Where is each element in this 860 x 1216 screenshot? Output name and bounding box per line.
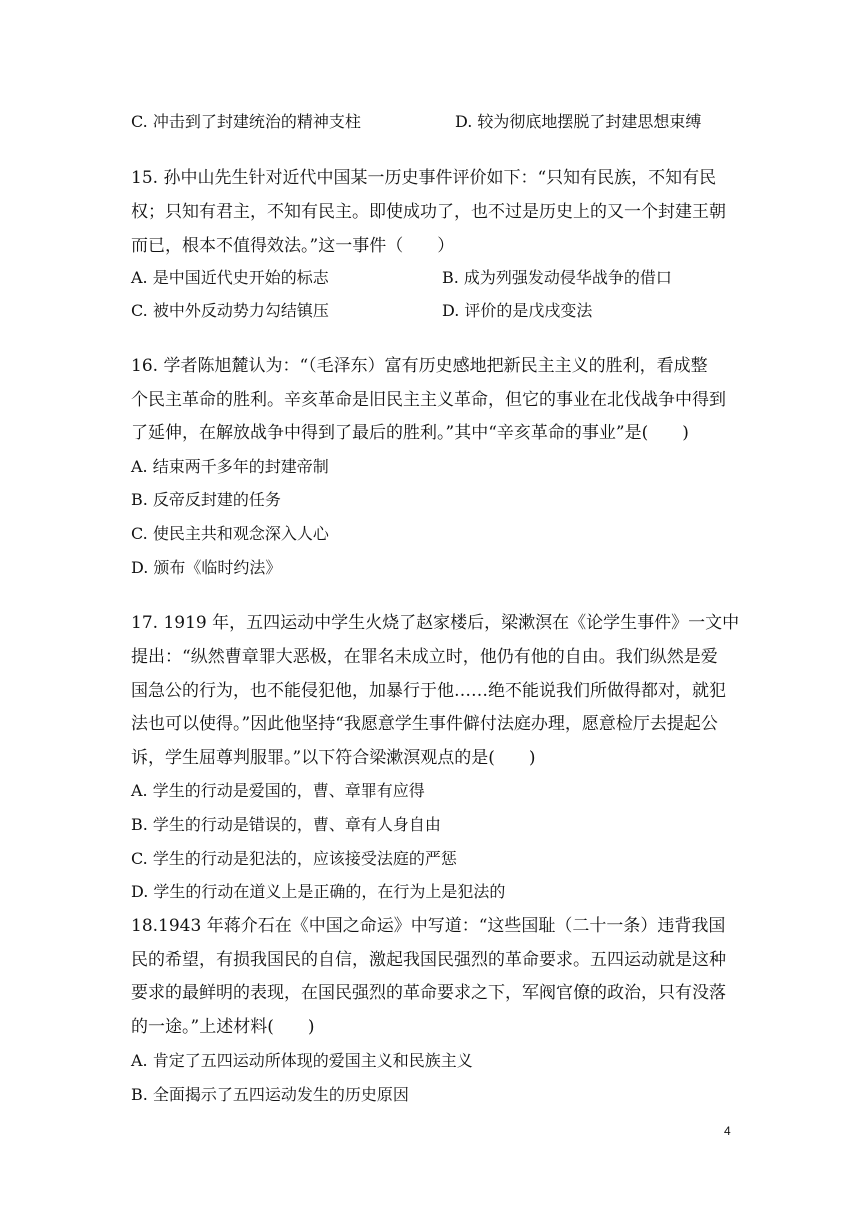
q17-line-3: 国急公的行为，也不能侵犯他，加暴行于他……绝不能说我们所做得都对，就犯 bbox=[131, 681, 726, 701]
q17-option-c: C. 学生的行动是犯法的，应该接受法庭的严惩 bbox=[131, 849, 457, 868]
q18-line-4: 的一途。”上述材料( ) bbox=[131, 1017, 315, 1037]
q17-line-1: 17. 1919 年，五四运动中学生火烧了赵家楼后，梁漱溟在《论学生事件》一文中 bbox=[131, 613, 740, 633]
q16-option-a: A. 结束两千多年的封建帝制 bbox=[131, 457, 329, 476]
q15-option-a: A. 是中国近代史开始的标志 bbox=[131, 268, 329, 287]
q15-line-2: 权；只知有君主，不知有民主。即使成功了，也不过是历史上的又一个封建王朝 bbox=[131, 202, 726, 222]
q15-line-3: 而已，根本不值得效法。”这一事件（ ） bbox=[131, 236, 455, 256]
q15-option-c: C. 被中外反动势力勾结镇压 bbox=[131, 301, 329, 320]
q17-line-5: 诉，学生屈尊判服罪。”以下符合梁漱溟观点的是( ) bbox=[131, 748, 536, 768]
q18-line-1: 18.1943 年蒋介石在《中国之命运》中写道：“这些国耻（二十一条）违背我国 bbox=[131, 916, 726, 936]
q15-line-1: 15. 孙中山先生针对近代中国某一历史事件评价如下：“只知有民族，不知有民 bbox=[131, 168, 717, 188]
q15-option-b: B. 成为列强发动侵华战争的借口 bbox=[442, 268, 672, 287]
q17-line-4: 法也可以使得。”因此他坚持“我愿意学生事件僻付法庭办理，愿意检厅去提起公 bbox=[131, 714, 718, 734]
prev-option-c: C. 冲击到了封建统治的精神支柱 bbox=[131, 112, 361, 131]
q17-option-d: D. 学生的行动在道义上是正确的，在行为上是犯法的 bbox=[131, 882, 506, 901]
prev-option-d: D. 较为彻底地摆脱了封建思想束缚 bbox=[455, 112, 702, 131]
q16-option-c: C. 使民主共和观念深入人心 bbox=[131, 524, 329, 543]
q16-option-b: B. 反帝反封建的任务 bbox=[131, 490, 281, 509]
q16-line-2: 个民主革命的胜利。辛亥革命是旧民主主义革命，但它的事业在北伐战争中得到 bbox=[131, 390, 726, 410]
q18-line-2: 民的希望，有损我国民的自信，激起我国民强烈的革命要求。五四运动就是这种 bbox=[131, 950, 726, 970]
q16-line-1: 16. 学者陈旭麓认为：“（毛泽东）富有历史感地把新民主主义的胜利，看成整 bbox=[131, 356, 708, 376]
q17-option-a: A. 学生的行动是爱国的，曹、章罪有应得 bbox=[131, 781, 425, 800]
q15-option-d: D. 评价的是戊戌变法 bbox=[442, 301, 593, 320]
q18-option-b: B. 全面揭示了五四运动发生的历史原因 bbox=[131, 1085, 409, 1104]
q17-line-2: 提出：“纵然曹章罪大恶极，在罪名未成立时，他仍有他的自由。我们纵然是爱 bbox=[131, 647, 718, 667]
page-number: 4 bbox=[724, 1124, 731, 1138]
q18-option-a: A. 肯定了五四运动所体现的爱国主义和民族主义 bbox=[131, 1051, 473, 1070]
q18-line-3: 要求的最鲜明的表现，在国民强烈的革命要求之下，军阀官僚的政治，只有没落 bbox=[131, 983, 726, 1003]
q16-line-3: 了延伸，在解放战争中得到了最后的胜利。”其中“辛亥革命的事业”是( ) bbox=[131, 423, 689, 443]
q16-option-d: D. 颁布《临时约法》 bbox=[131, 558, 282, 577]
q17-option-b: B. 学生的行动是错误的，曹、章有人身自由 bbox=[131, 815, 441, 834]
